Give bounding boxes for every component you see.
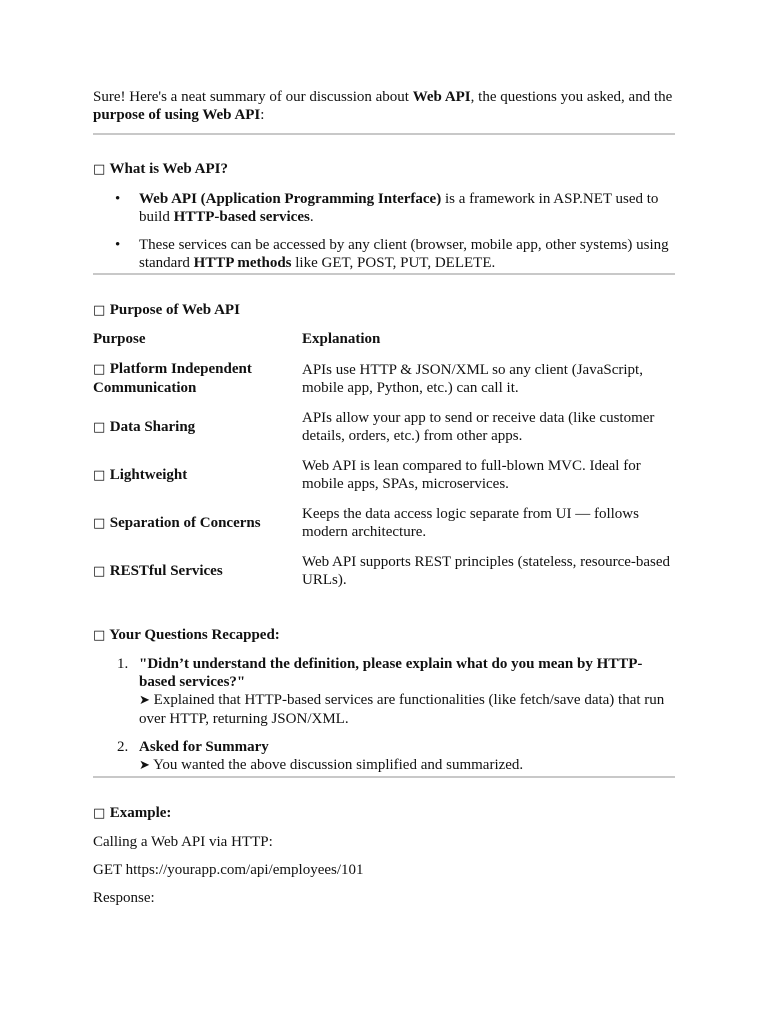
column-header-explanation: Explanation: [302, 331, 381, 347]
table-row: [93, 457, 675, 493]
table-row: [93, 409, 675, 445]
intro-text: , the questions you asked, and the: [470, 89, 673, 105]
list-item: [93, 738, 675, 775]
bullet-text: is a framework in ASP.NET used to build: [139, 191, 659, 225]
bullet-bold-text: HTTP methods: [193, 255, 292, 271]
bullet-text: .: [309, 209, 314, 225]
what-is-list: [93, 190, 675, 272]
bullet-text: like GET, POST, PUT, DELETE.: [291, 255, 496, 271]
explanation-cell: Keeps the data access logic separate from UI — follows modern architecture.: [302, 506, 639, 540]
table-row: [93, 505, 675, 541]
explanation-cell: APIs allow your app to send or receive data (like customer details, orders, etc.) from other apps.: [302, 410, 655, 444]
example-heading-text: Example:: [109, 805, 172, 821]
box-icon: □: [93, 563, 106, 579]
example-line: Calling a Web API via HTTP:: [93, 834, 273, 850]
box-icon: □: [93, 162, 106, 177]
table-header-row: [93, 330, 675, 348]
purpose-cell-text: Data Sharing: [109, 418, 196, 435]
question-text: Asked for Summary: [139, 739, 269, 755]
bullet-text: These services can be accessed by any client (browser, mobile app, other systems) using standard: [139, 237, 669, 271]
question-text: "Didn’t understand the definition, please explain what do you mean by HTTP-based services?": [139, 656, 643, 690]
example-heading: [93, 804, 675, 823]
purpose-cell: [93, 457, 302, 493]
divider: [93, 133, 675, 135]
questions-heading-text: Your Questions Recapped:: [109, 627, 280, 643]
what-is-heading: [93, 160, 675, 179]
arrow-icon: ➤: [139, 758, 150, 773]
intro-text: Sure! Here's a neat summary of our discussion about: [93, 89, 413, 105]
table-row: [93, 360, 675, 397]
divider: [93, 273, 675, 275]
intro-bold-purpose: purpose of using Web API: [93, 107, 261, 123]
example-request: GET https://yourapp.com/api/employees/101: [93, 862, 364, 878]
box-icon: □: [93, 806, 106, 821]
answer-text: Explained that HTTP-based services are functionalities (like fetch/save data) that run over HTTP, returning JSON/XML.: [139, 692, 665, 727]
intro-paragraph: [93, 88, 675, 124]
purpose-cell-text: Separation of Concerns: [109, 514, 261, 531]
purpose-cell: [93, 409, 302, 445]
box-icon: □: [93, 362, 106, 377]
box-icon: □: [93, 303, 106, 318]
purpose-heading-text: Purpose of Web API: [109, 302, 240, 318]
box-icon: □: [93, 467, 106, 483]
example-response-label: Response:: [93, 890, 155, 906]
arrow-icon: ➤: [139, 693, 150, 708]
purpose-cell: [93, 505, 302, 541]
explanation-cell: APIs use HTTP & JSON/XML so any client (JavaScript, mobile app, Python, etc.) can call it.: [302, 361, 643, 396]
purpose-cell-text: Platform Independent Communication: [93, 361, 252, 396]
answer-text: You wanted the above discussion simplified and summarized.: [149, 757, 524, 773]
list-item: [93, 190, 675, 226]
column-header-purpose: Purpose: [93, 331, 146, 347]
questions-heading: [93, 626, 675, 645]
purpose-heading: [93, 301, 675, 320]
divider: [93, 776, 675, 778]
list-number: 2.: [117, 739, 129, 755]
bullet-bold-text: Web API (Application Programming Interface): [139, 191, 442, 207]
purpose-cell-text: RESTful Services: [109, 562, 223, 579]
box-icon: □: [93, 419, 106, 435]
box-icon: □: [93, 515, 106, 531]
what-is-heading-text: What is Web API?: [109, 161, 228, 177]
purpose-cell: [93, 360, 302, 397]
questions-list: [93, 655, 675, 775]
list-number: 1.: [117, 656, 129, 672]
explanation-cell: Web API is lean compared to full-blown MVC. Ideal for mobile apps, SPAs, microservices.: [302, 458, 641, 492]
intro-text: :: [260, 107, 265, 123]
box-icon: □: [93, 628, 106, 643]
document-page: [93, 88, 675, 907]
explanation-cell: Web API supports REST principles (stateless, resource-based URLs).: [302, 554, 671, 588]
table-row: [93, 553, 675, 589]
purpose-cell: [93, 553, 302, 589]
list-item: [93, 236, 675, 272]
intro-bold-web-api: Web API: [412, 89, 471, 105]
bullet-bold-text: HTTP-based services: [173, 209, 310, 225]
list-item: [93, 655, 675, 728]
purpose-cell-text: Lightweight: [109, 466, 188, 483]
purpose-table: [93, 330, 675, 589]
